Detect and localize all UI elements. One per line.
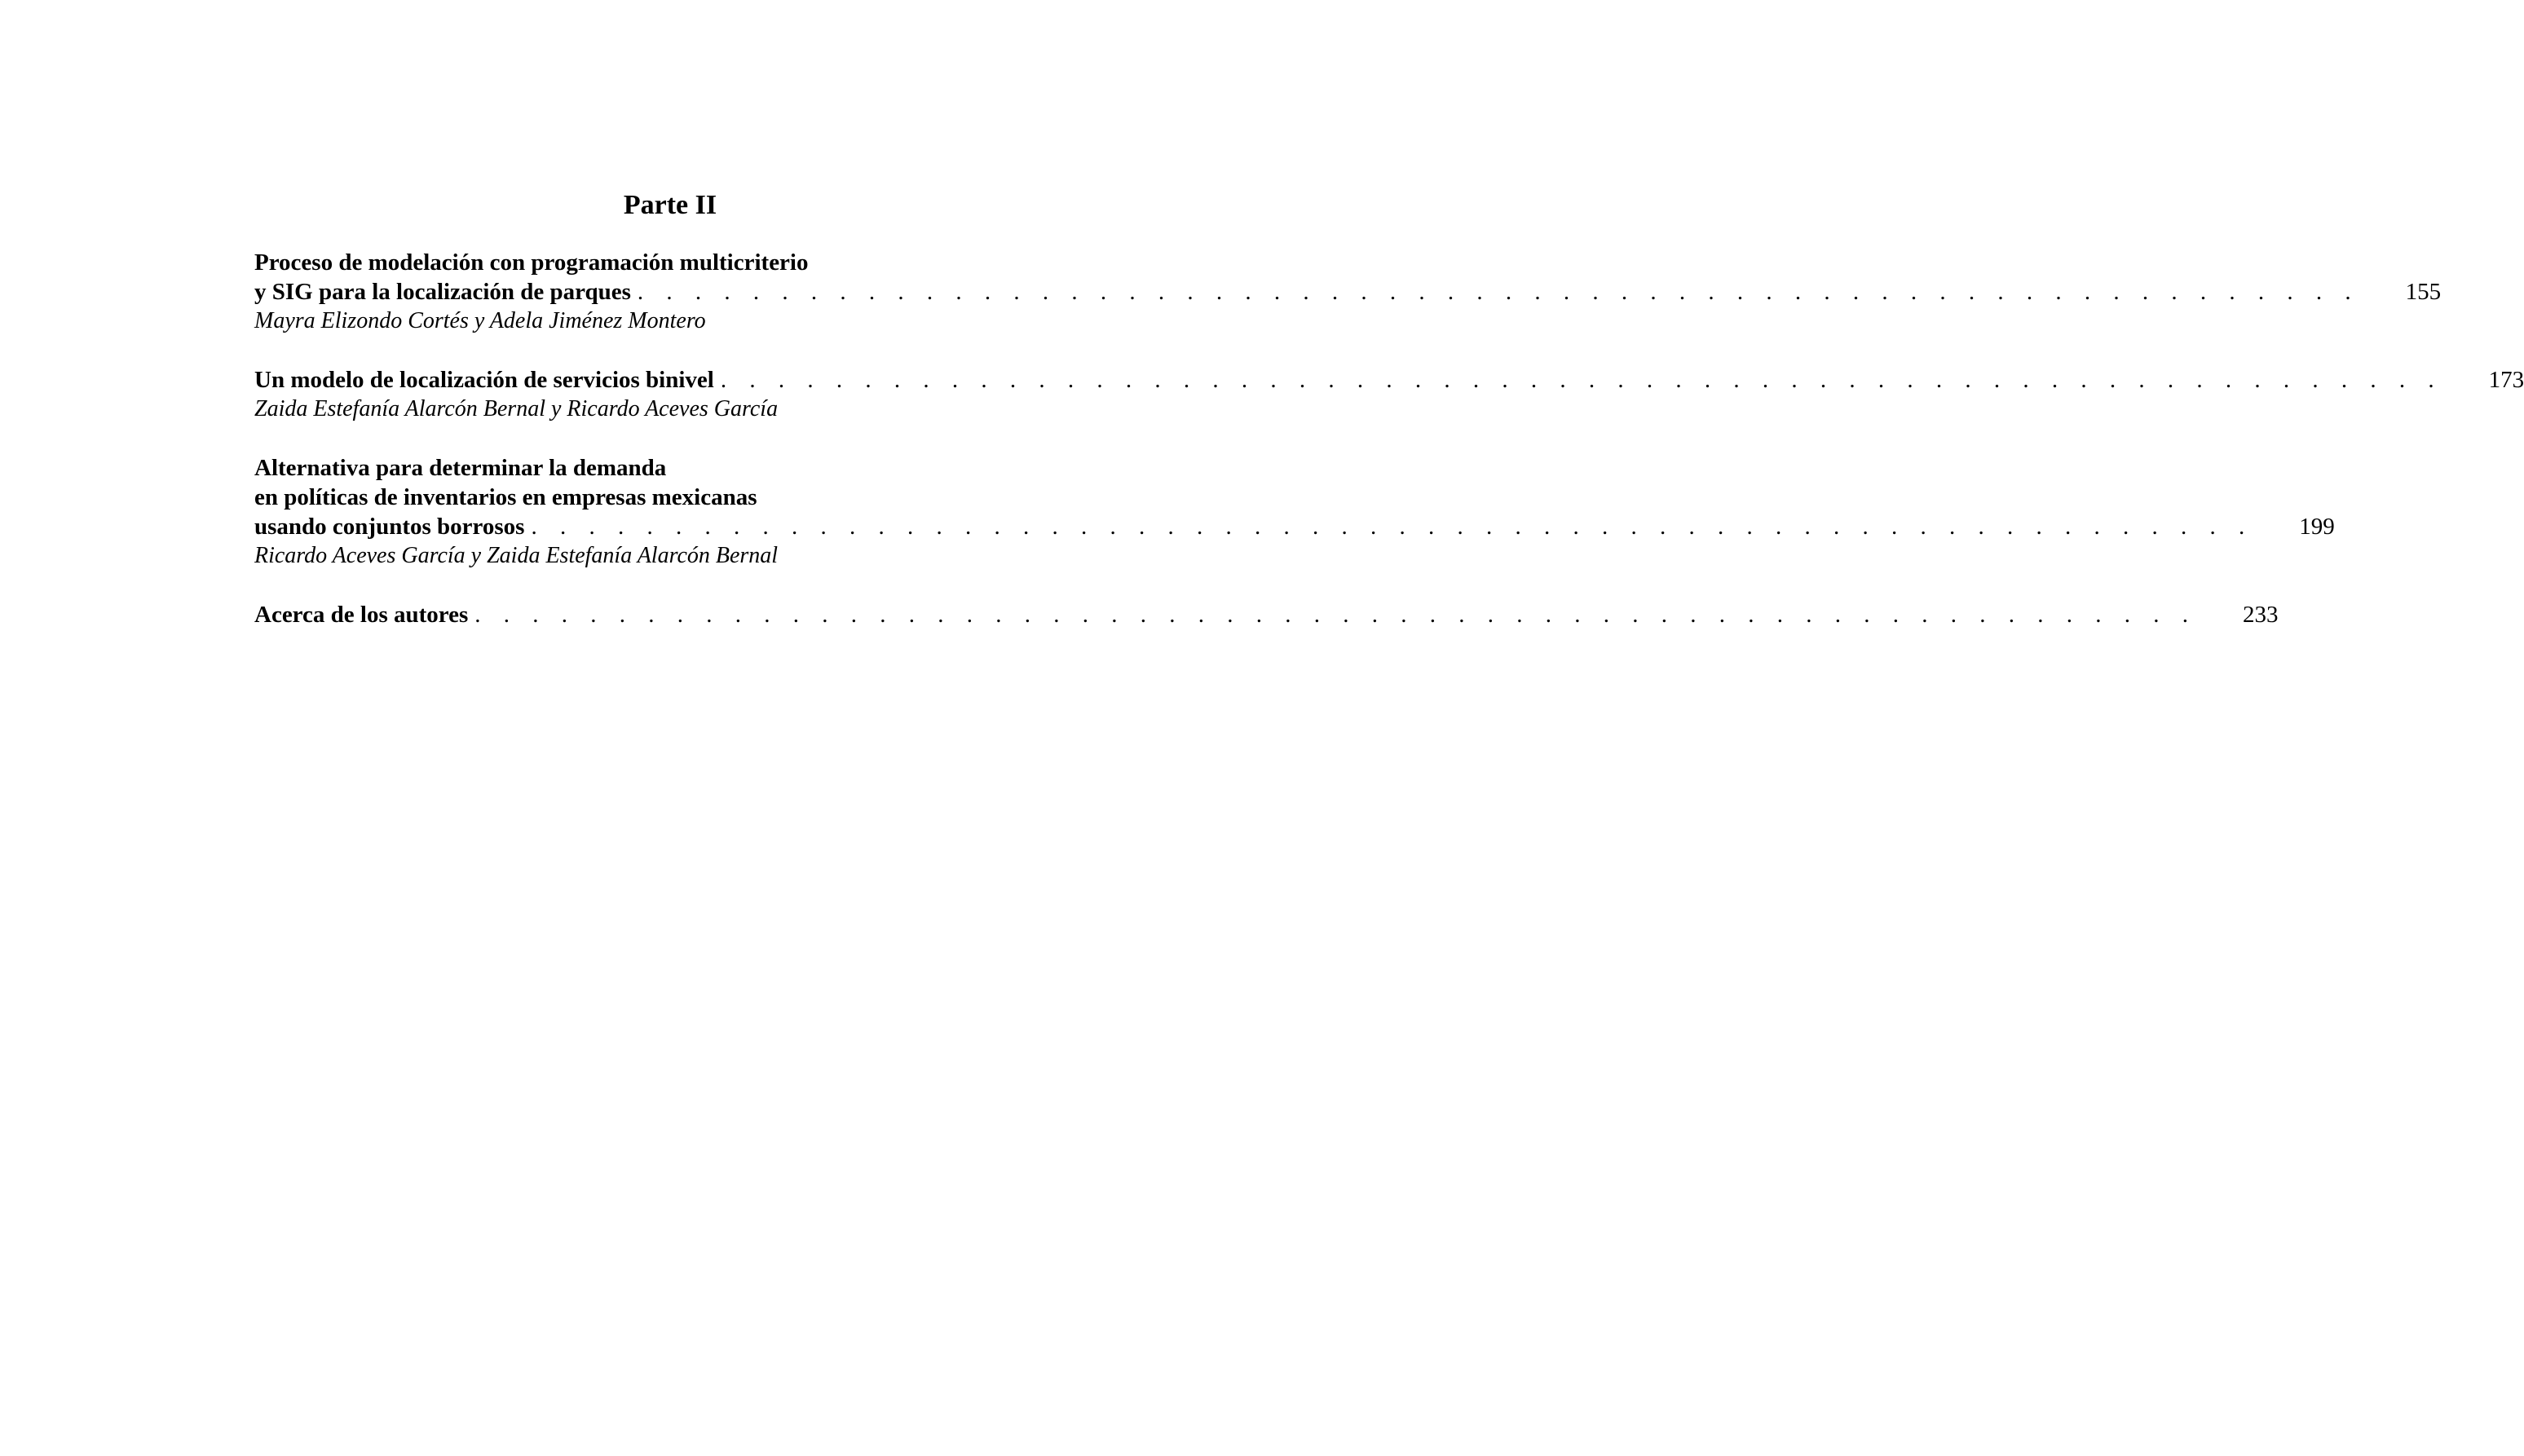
entry-title-line: en políticas de inventarios en empresas mexicanas	[254, 484, 757, 510]
entry-authors: Mayra Elizondo Cortés y Adela Jiménez Montero	[254, 308, 706, 333]
entry-title-last-line	[254, 365, 2524, 395]
entry-title-last-line	[254, 600, 2279, 629]
toc-entry	[254, 248, 2442, 336]
entry-title-line: Alternativa para determinar la demanda	[254, 455, 667, 481]
dot-leader: . . . . . . . . . . . . . . . . . . . . . . . . . . . . . . . . . . . . . . . . . . . . . . . . . . . . . . . . . . . .	[474, 602, 2197, 628]
page-number: 173	[2488, 367, 2524, 393]
entry-authors: Zaida Estefanía Alarcón Bernal y Ricardo Aceves García	[254, 396, 779, 421]
dot-leader: . . . . . . . . . . . . . . . . . . . . . . . . . . . . . . . . . . . . . . . . . . . . . . . . . . . . . . . . . . . .	[637, 279, 2360, 305]
page-number: 155	[2405, 279, 2442, 305]
page-number: 199	[2299, 514, 2335, 540]
part-title: Parte II	[623, 190, 717, 220]
toc-entry	[254, 365, 2524, 424]
entry-title: Acerca de los autores	[254, 602, 469, 628]
entry-title: Un modelo de localización de servicios binivel	[254, 367, 714, 393]
table-of-contents	[254, 248, 2524, 629]
page-number: 233	[2243, 602, 2279, 628]
dot-leader: . . . . . . . . . . . . . . . . . . . . . . . . . . . . . . . . . . . . . . . . . . . . . . . . . . . . . . . . . . . .	[531, 514, 2253, 540]
entry-title: y SIG para la localización de parques	[254, 279, 631, 305]
toc-entry	[254, 453, 2335, 571]
entry-title-last-line	[254, 277, 2442, 307]
dot-leader: . . . . . . . . . . . . . . . . . . . . . . . . . . . . . . . . . . . . . . . . . . . . . . . . . . . . . . . . . . . .	[720, 367, 2443, 393]
entry-title: usando conjuntos borrosos	[254, 514, 525, 540]
entry-title-last-line	[254, 512, 2335, 541]
entry-authors: Ricardo Aceves García y Zaida Estefanía Alarcón Bernal	[254, 543, 779, 568]
toc-entry	[254, 600, 2279, 629]
entry-title-line: Proceso de modelación con programación multicriterio	[254, 249, 809, 276]
